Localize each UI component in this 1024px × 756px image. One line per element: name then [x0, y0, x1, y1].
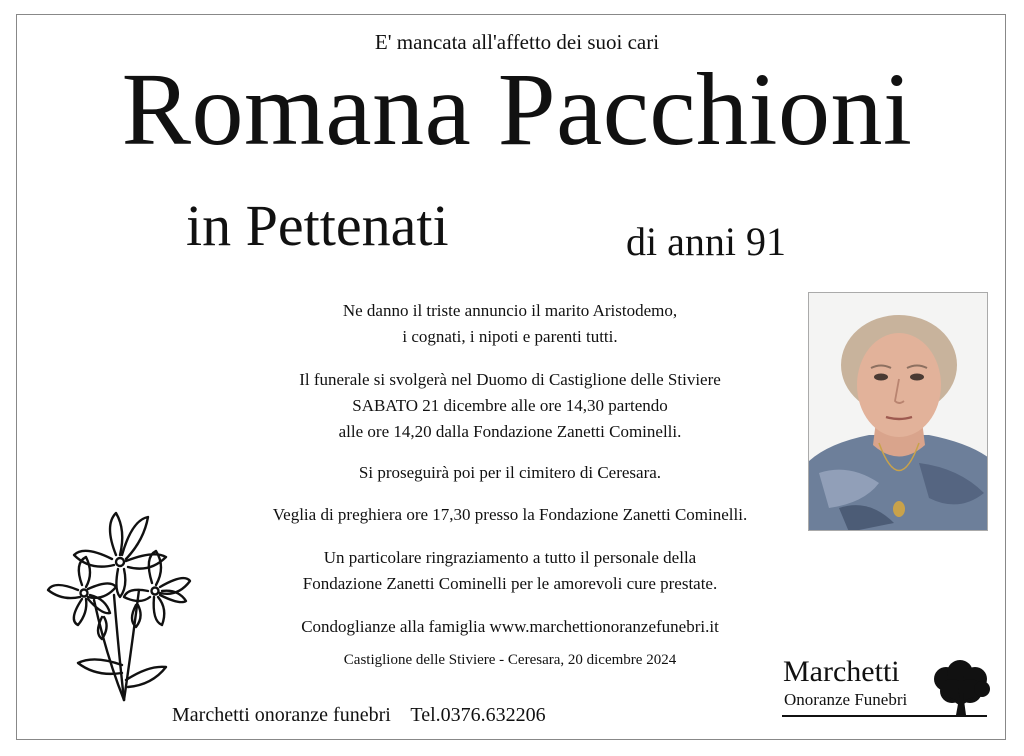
flower-icon: [44, 505, 192, 710]
funeral-line: Il funerale si svolgerà nel Duomo di Castiglione delle Stiviere: [299, 370, 721, 389]
thanks-line: Un particolare ringraziamento a tutto il personale della: [323, 548, 697, 567]
announcement-paragraph: [210, 298, 810, 350]
place-date-text: Castiglione delle Stiviere - Ceresara, 20 dicembre 2024: [343, 652, 677, 668]
married-name: in Pettenati: [186, 193, 449, 258]
thanks-line: Fondazione Zanetti Cominelli per le amorevoli cure prestate.: [302, 574, 718, 593]
announcement-line: i cognati, i nipoti e parenti tutti.: [402, 327, 618, 346]
vigil-text: Veglia di preghiera ore 17,30 presso la Fondazione Zanetti Cominelli.: [272, 505, 748, 524]
announcement-line: Ne danno il triste annuncio il marito Aristodemo,: [342, 301, 678, 320]
cemetery-text: Si proseguirà poi per il cimitero di Ceresara.: [358, 463, 662, 482]
funeral-paragraph: [210, 367, 810, 445]
funeral-line: alle ore 14,20 dalla Fondazione Zanetti Cominelli.: [338, 422, 682, 441]
deceased-name: Romana Pacchioni: [121, 52, 913, 167]
portrait-image: [809, 293, 988, 531]
condolences-text: Condoglianze alla famiglia www.marchettionoranzefunebri.it: [301, 617, 719, 636]
thanks-paragraph: [210, 545, 810, 597]
logo-subtitle: Onoranze Funebri: [784, 690, 908, 709]
intro-text: E' mancata all'affetto dei suoi cari: [374, 30, 660, 54]
logo-name: Marchetti: [783, 655, 900, 688]
funeral-line: SABATO 21 dicembre alle ore 14,30 partendo: [352, 396, 668, 415]
age-text: di anni 91: [626, 219, 786, 264]
portrait-photo: [808, 292, 988, 531]
footer-contact: Marchetti onoranze funebri Tel.0376.632206: [172, 704, 546, 726]
